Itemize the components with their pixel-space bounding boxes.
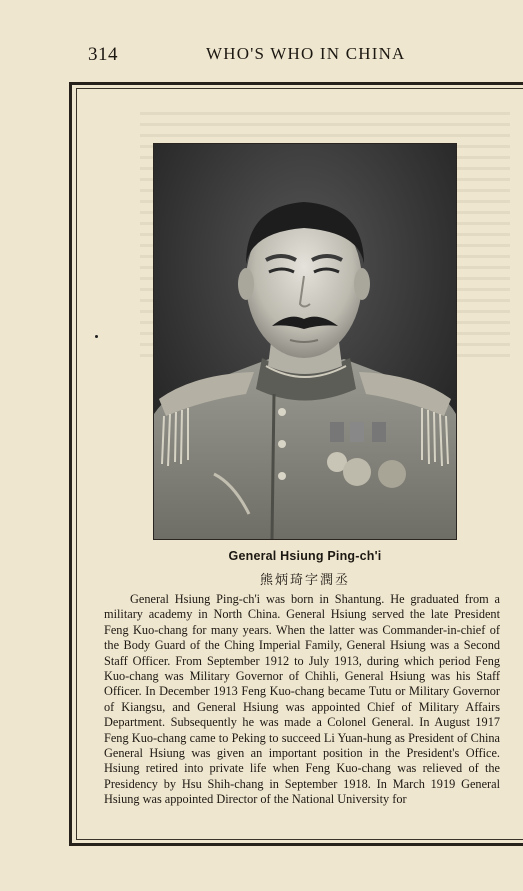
running-title: WHO'S WHO IN CHINA bbox=[206, 44, 406, 63]
page-header bbox=[0, 40, 523, 70]
biography-text: General Hsiung Ping-ch'i was born in Shantung. He graduated from a military academy in North China. General Hsiung served the late President Feng Kuo-chang for many years. When the latter was Commander-in-chief of the Body Guard of the Ching Imperial Family, General Hsiung was a Second Staff Officer. From September 1912 to July 1913, during which period Feng Kuo-chang was Military Governor of Chihli, General Hsiung was his Staff Officer. In December 1913 Feng Kuo-chang became Tutu or Military Governor of Kiangsu, and General Hsiung was appointed Chief of Military Affairs Department. Subsequently he was made a Colonel General. In August 1917 Feng Kuo-chang came to Peking to succeed Li Yuan-hung as President of China General Hsiung was given an important position in the President's Office. Hsiung retired into private life when Feng Kuo-chang was relieved of the Presidency by Hsu Shih-chang in September 1918. In March 1919 General Hsiung was appointed Director of the National University for bbox=[104, 592, 500, 807]
portrait-illustration bbox=[154, 144, 456, 539]
portrait-caption: General Hsiung Ping-ch'i bbox=[228, 549, 382, 563]
chinese-name: 熊炳琦字潤丞 bbox=[259, 573, 350, 588]
portrait-photo bbox=[153, 143, 457, 540]
page-number: 314 bbox=[88, 44, 118, 65]
ink-speck bbox=[95, 335, 98, 338]
